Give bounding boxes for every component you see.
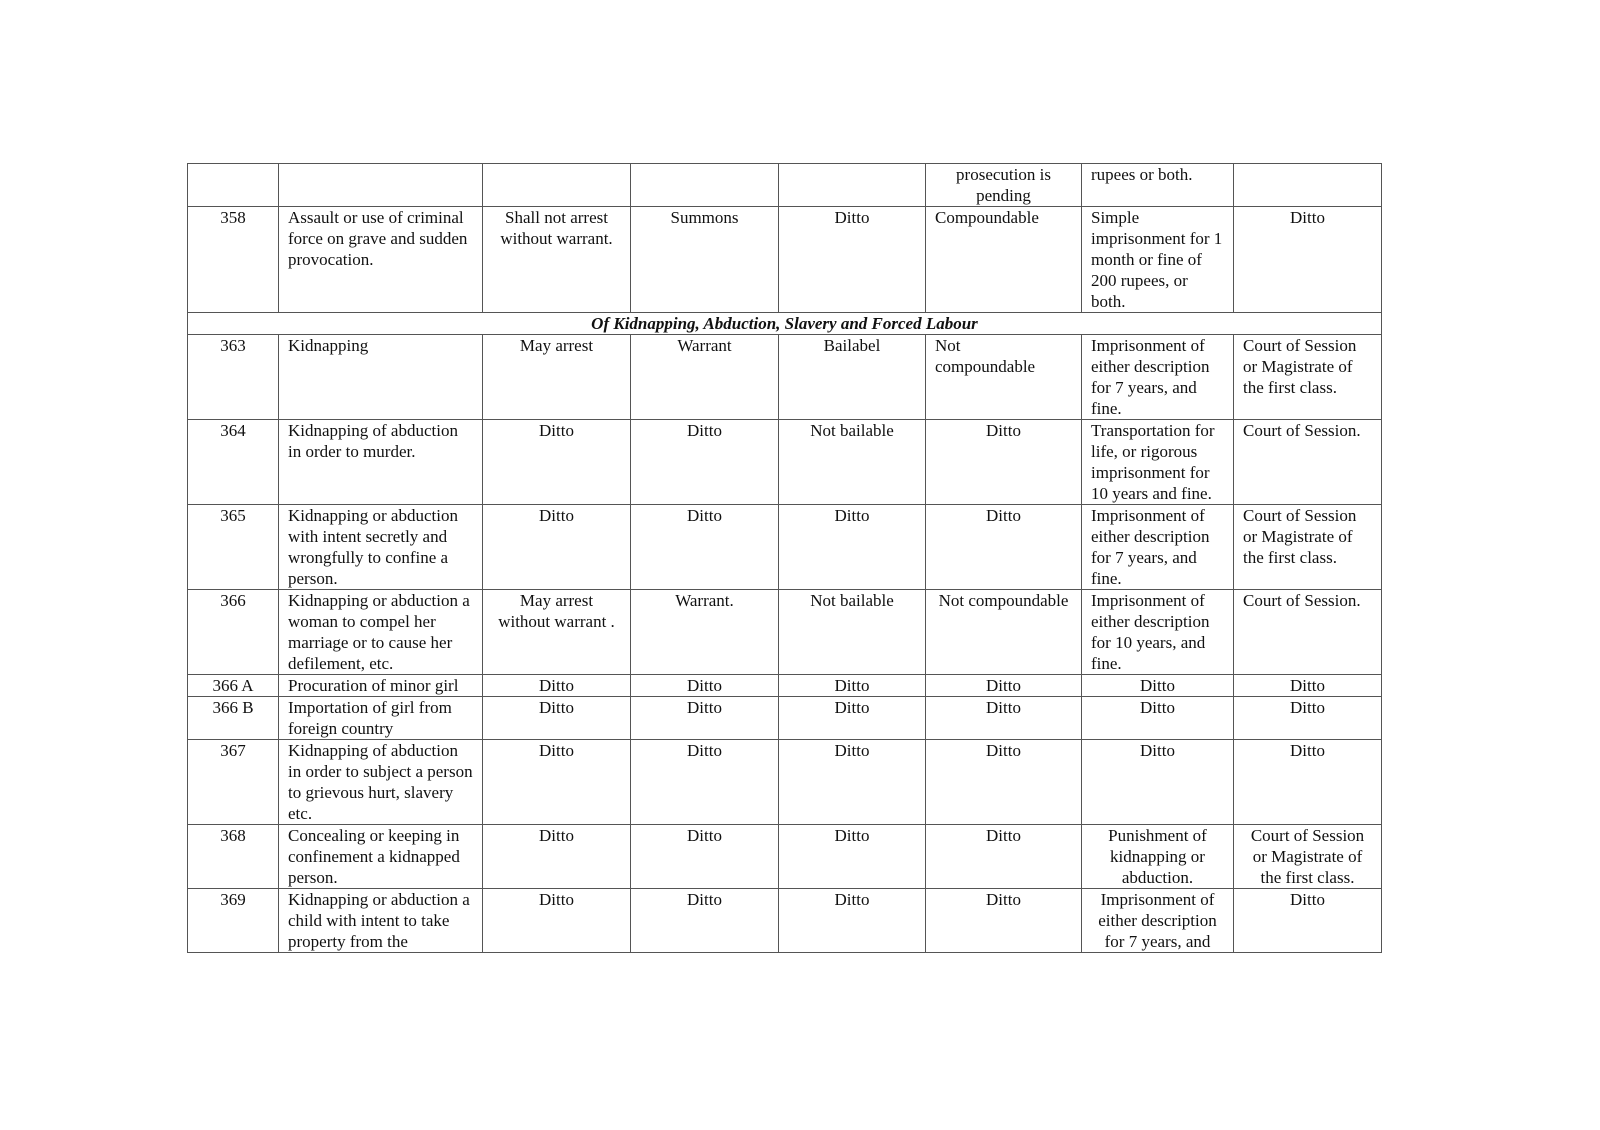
- cell-punishment: Ditto: [1082, 740, 1234, 825]
- cell-compound: Not compoundable: [926, 335, 1082, 420]
- table-row: [188, 889, 1382, 953]
- cell-compound: Compoundable: [926, 207, 1082, 313]
- cell-section: 365: [188, 505, 279, 590]
- cell-arrest: Ditto: [483, 825, 631, 889]
- cell-offence: [279, 164, 483, 207]
- cell-process: Ditto: [631, 675, 779, 697]
- cell-punishment: Imprisonment of either description for 7 years, and: [1082, 889, 1234, 953]
- cell-process: Ditto: [631, 697, 779, 740]
- cell-offence: Concealing or keeping in confinement a kidnapped person.: [279, 825, 483, 889]
- cell-compound: prosecution is pending: [926, 164, 1082, 207]
- cell-arrest: Ditto: [483, 675, 631, 697]
- table-row: [188, 590, 1382, 675]
- cell-compound: Not compoundable: [926, 590, 1082, 675]
- table-row: [188, 675, 1382, 697]
- cell-offence: Kidnapping or abduction with intent secretly and wrongfully to confine a person.: [279, 505, 483, 590]
- cell-section: 363: [188, 335, 279, 420]
- table-row: [188, 164, 1382, 207]
- cell-section: 364: [188, 420, 279, 505]
- table-row: [188, 207, 1382, 313]
- cell-punishment: Ditto: [1082, 697, 1234, 740]
- cell-process: Warrant: [631, 335, 779, 420]
- cell-court: Ditto: [1234, 697, 1382, 740]
- cell-compound: Ditto: [926, 505, 1082, 590]
- cell-section: 368: [188, 825, 279, 889]
- cell-process: Ditto: [631, 825, 779, 889]
- cell-bail: Ditto: [779, 207, 926, 313]
- cell-process: Summons: [631, 207, 779, 313]
- cell-process: Ditto: [631, 420, 779, 505]
- cell-offence: Importation of girl from foreign country: [279, 697, 483, 740]
- cell-offence: Kidnapping of abduction in order to subject a person to grievous hurt, slavery etc.: [279, 740, 483, 825]
- cell-punishment: Imprisonment of either description for 7 years, and fine.: [1082, 335, 1234, 420]
- section-heading: Of Kidnapping, Abduction, Slavery and Forced Labour: [188, 313, 1382, 335]
- cell-section: 367: [188, 740, 279, 825]
- cell-court: Ditto: [1234, 207, 1382, 313]
- cell-court: [1234, 164, 1382, 207]
- cell-process: Ditto: [631, 505, 779, 590]
- cell-process: Ditto: [631, 889, 779, 953]
- cell-compound: Ditto: [926, 889, 1082, 953]
- cell-section: 366 A: [188, 675, 279, 697]
- cell-process: Ditto: [631, 740, 779, 825]
- cell-arrest: Ditto: [483, 740, 631, 825]
- cell-bail: Ditto: [779, 740, 926, 825]
- cell-process: Warrant.: [631, 590, 779, 675]
- cell-offence: Kidnapping or abduction a woman to compel her marriage or to cause her defilement, etc.: [279, 590, 483, 675]
- cell-arrest: Ditto: [483, 420, 631, 505]
- cell-punishment: Ditto: [1082, 675, 1234, 697]
- table-row: [188, 420, 1382, 505]
- cell-punishment: Simple imprisonment for 1 month or fine of 200 rupees, or both.: [1082, 207, 1234, 313]
- cell-compound: Ditto: [926, 420, 1082, 505]
- cell-compound: Ditto: [926, 825, 1082, 889]
- cell-court: Ditto: [1234, 889, 1382, 953]
- cell-bail: Bailabel: [779, 335, 926, 420]
- cell-arrest: May arrest without warrant .: [483, 590, 631, 675]
- cell-section: 366 B: [188, 697, 279, 740]
- cell-offence: Assault or use of criminal force on grave and sudden provocation.: [279, 207, 483, 313]
- table-row: [188, 740, 1382, 825]
- cell-court: Court of Session or Magistrate of the first class.: [1234, 335, 1382, 420]
- cell-bail: Ditto: [779, 675, 926, 697]
- table-row: [188, 697, 1382, 740]
- cell-arrest: May arrest: [483, 335, 631, 420]
- cell-court: Court of Session.: [1234, 420, 1382, 505]
- cell-bail: [779, 164, 926, 207]
- cell-court: Court of Session.: [1234, 590, 1382, 675]
- cell-court: Court of Session or Magistrate of the first class.: [1234, 505, 1382, 590]
- cell-bail: Ditto: [779, 697, 926, 740]
- cell-section: 358: [188, 207, 279, 313]
- cell-arrest: Ditto: [483, 505, 631, 590]
- cell-arrest: Ditto: [483, 889, 631, 953]
- cell-punishment: Transportation for life, or rigorous imprisonment for 10 years and fine.: [1082, 420, 1234, 505]
- cell-bail: Not bailable: [779, 420, 926, 505]
- cell-court: Ditto: [1234, 740, 1382, 825]
- cell-arrest: Ditto: [483, 697, 631, 740]
- cell-bail: Ditto: [779, 505, 926, 590]
- table-row: [188, 825, 1382, 889]
- cell-section: 366: [188, 590, 279, 675]
- cell-offence: Kidnapping: [279, 335, 483, 420]
- cell-offence: Kidnapping of abduction in order to murder.: [279, 420, 483, 505]
- cell-punishment: rupees or both.: [1082, 164, 1234, 207]
- table-row: [188, 335, 1382, 420]
- cell-compound: Ditto: [926, 675, 1082, 697]
- cell-compound: Ditto: [926, 697, 1082, 740]
- cell-arrest: Shall not arrest without warrant.: [483, 207, 631, 313]
- cell-process: [631, 164, 779, 207]
- cell-bail: Ditto: [779, 889, 926, 953]
- cell-section: 369: [188, 889, 279, 953]
- cell-court: Court of Session or Magistrate of the first class.: [1234, 825, 1382, 889]
- cell-arrest: [483, 164, 631, 207]
- cell-court: Ditto: [1234, 675, 1382, 697]
- cell-compound: Ditto: [926, 740, 1082, 825]
- cell-section: [188, 164, 279, 207]
- cell-offence: Kidnapping or abduction a child with intent to take property from the: [279, 889, 483, 953]
- cell-punishment: Imprisonment of either description for 10 years, and fine.: [1082, 590, 1234, 675]
- cell-punishment: Punishment of kidnapping or abduction.: [1082, 825, 1234, 889]
- offences-schedule-table: [187, 163, 1382, 953]
- cell-bail: Ditto: [779, 825, 926, 889]
- section-heading-row: [188, 313, 1382, 335]
- cell-punishment: Imprisonment of either description for 7 years, and fine.: [1082, 505, 1234, 590]
- cell-bail: Not bailable: [779, 590, 926, 675]
- cell-offence: Procuration of minor girl: [279, 675, 483, 697]
- table-row: [188, 505, 1382, 590]
